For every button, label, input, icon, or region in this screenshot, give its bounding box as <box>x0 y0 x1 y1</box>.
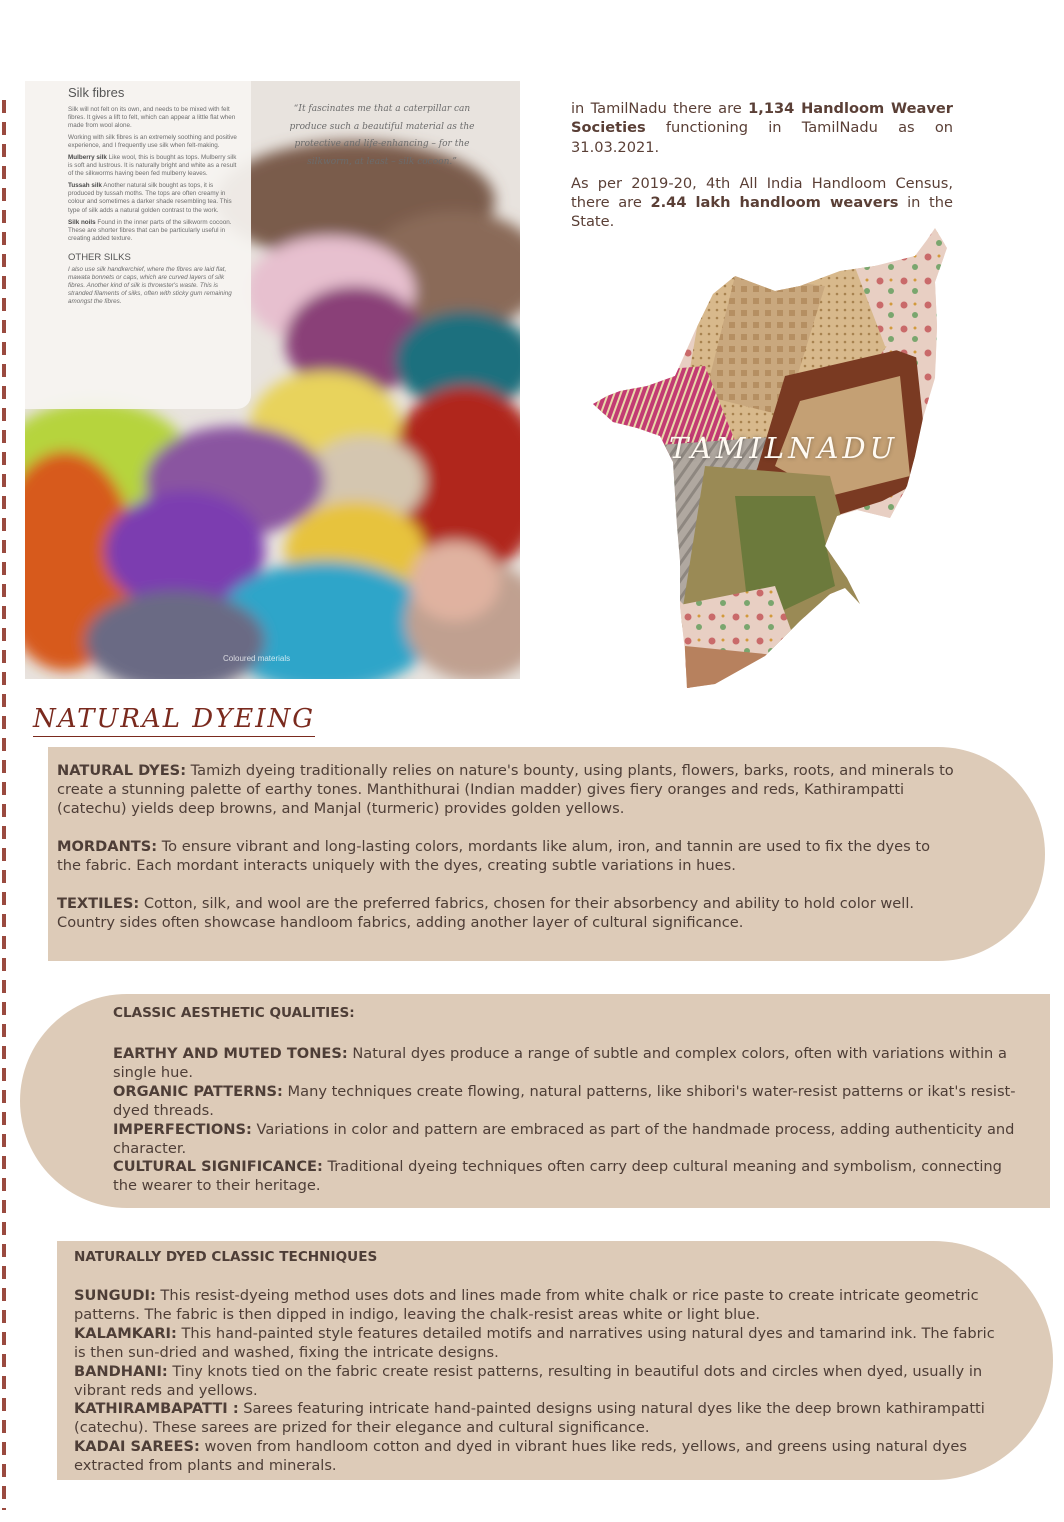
silk-intro-1: Silk will not felt on its own, and needs to be mixed with felt fibres. It gives a lift to felt, which can appear a little flat when made from wool alone. <box>68 106 236 130</box>
bandhani-term: BANDHANI: <box>74 1362 168 1380</box>
mordants-paragraph <box>57 838 955 876</box>
societies-stat-bold: 1,134 Handloom Weaver Societies <box>571 100 953 137</box>
tussah-text: Another natural silk bought as tops, it is produced by tussah moths. The tops are often creamy in colour and sometimes a darker shade resembling tea. This type of silk adds a natural golden contrast to the work. <box>68 182 232 214</box>
natural-dyes-term: NATURAL DYES: <box>57 762 187 779</box>
weavers-stat <box>571 174 953 232</box>
cultural-text: Traditional dyeing techniques often carry deep cultural meaning and symbolism, connecting the wearer to their heritage. <box>113 1158 1002 1195</box>
kadai-sarees-paragraph <box>74 1438 1003 1476</box>
tussah-term: Tussah silk <box>68 182 102 190</box>
bandhani-text: Tiny knots tied on the fabric create resist patterns, resulting in beautiful dots and circles when dyed, usually in vibrant reds and yellows. <box>74 1362 983 1399</box>
sungudi-term: SUNGUDI: <box>74 1286 156 1304</box>
natural-dyeing-heading: NATURAL DYEING <box>33 704 315 737</box>
mordants-term: MORDANTS: <box>57 837 158 855</box>
other-silks-text: I also use silk handkerchief, where the fibres are laid flat, mawata bonnets or caps, which are curved layers of silk fibres. Another kind of silk is throwster's waste. This is stranded filaments of silks, often with sticky gum remaining amongst the fibres. <box>68 265 232 305</box>
silk-credit: Coloured materials <box>223 654 291 663</box>
imperfections-term: IMPERFECTIONS: <box>113 1120 252 1138</box>
kadai-sarees-text: woven from handloom cotton and dyed in vibrant hues like reds, yellows, and greens using natural dyes extracted from plants and minerals. <box>74 1438 967 1475</box>
kathirambapatti-paragraph <box>74 1400 1003 1438</box>
imperfections-paragraph <box>113 1121 1020 1159</box>
weavers-stat-bold: 2.44 lakh handloom weavers <box>650 194 899 211</box>
noils-paragraph <box>68 219 241 243</box>
techniques-panel <box>57 1241 1053 1480</box>
societies-stat-pre: in TamilNadu there are <box>571 100 749 117</box>
kalamkari-term: KALAMKARI: <box>74 1324 177 1342</box>
earthy-paragraph <box>113 1045 1020 1083</box>
aesthetic-qualities-panel <box>20 994 1050 1208</box>
silk-fibres-title: Silk fibres <box>68 85 125 100</box>
earthy-text: Natural dyes produce a range of subtle and complex colors, often with variations within a single hue. <box>113 1044 1007 1081</box>
tussah-paragraph <box>68 182 241 214</box>
silk-quote: “It fascinates me that a caterpillar can produce such a beautiful material as the protective and life-enhancing – for the silkworm, at least – silk cocoon.” <box>289 104 475 167</box>
noils-text: Found in the inner parts of the silkworm cocoon. These are shorter fibres that can be particularly useful in creating added texture. <box>68 218 232 242</box>
techniques-heading: NATURALLY DYED CLASSIC TECHNIQUES <box>74 1249 378 1265</box>
natural-dyes-panel <box>48 747 1045 961</box>
earthy-term: EARTHY AND MUTED TONES: <box>113 1044 348 1062</box>
mulberry-term: Mulberry silk <box>68 154 107 162</box>
imperfections-text: Variations in color and pattern are embraced as part of the handmade process, adding authenticity and character. <box>113 1120 1015 1157</box>
natural-dyes-paragraph <box>57 762 955 819</box>
organic-paragraph <box>113 1083 1020 1121</box>
kathirambapatti-term: KATHIRAMBAPATTI : <box>74 1400 239 1418</box>
textiles-text: Cotton, silk, and wool are the preferred fabrics, chosen for their absorbency and ability to hold color well. Country sides often showcase handloom fabrics, adding another layer of cultural significance. <box>57 894 915 931</box>
weavers-stat-post: in the State. <box>571 194 953 231</box>
left-dashed-border <box>2 100 6 1510</box>
textiles-paragraph <box>57 895 955 933</box>
bandhani-paragraph <box>74 1363 1003 1401</box>
textiles-term: TEXTILES: <box>57 894 140 912</box>
mulberry-text: Like wool, this is bought as tops. Mulberry silk is soft and lustrous. It is naturally bright and white as a result of the silkworms having been fed mulberry leaves. <box>68 154 237 178</box>
kadai-sarees-term: KADAI SAREES: <box>74 1438 200 1456</box>
organic-term: ORGANIC PATTERNS: <box>113 1082 283 1100</box>
mordants-text: To ensure vibrant and long-lasting colors, mordants like alum, iron, and tannin are used to fix the dyes to the fabric. Each mordant interacts uniquely with the dyes, creating subtle variations in hues. <box>57 837 931 874</box>
silk-fibres-text-card <box>25 81 251 409</box>
cultural-term: CULTURAL SIGNIFICANCE: <box>113 1158 323 1176</box>
kathirambapatti-text: Sarees featuring intricate hand-painted designs using natural dyes like the deep brown kathirampatti (catechu). These sarees are prized for their elegance and cultural significance. <box>74 1400 985 1437</box>
silk-intro-2: Working with silk fibres is an extremely soothing and positive experience, and I frequently use silk when felt-making. <box>68 134 237 150</box>
societies-stat <box>571 99 953 157</box>
noils-term: Silk noils <box>68 218 96 226</box>
kalamkari-paragraph <box>74 1325 1003 1363</box>
sungudi-paragraph <box>74 1287 1003 1325</box>
handloom-stats <box>571 99 953 232</box>
sungudi-text: This resist-dyeing method uses dots and lines made from white chalk or rice paste to create intricate geometric patterns. The fabric is then dipped in indigo, leaving the chalk-resist areas white or light blue. <box>74 1286 979 1323</box>
silk-fibres-image <box>25 81 520 679</box>
kalamkari-text: This hand-painted style features detailed motifs and narratives using natural dyes and tamarind ink. The fabric is then sun-dried and washed, fixing the intricate designs. <box>74 1324 995 1361</box>
organic-text: Many techniques create flowing, natural patterns, like shibori's water-resist patterns or ikat's resist-dyed threads. <box>113 1082 1016 1119</box>
societies-stat-post: functioning in TamilNadu as on 31.03.2021. <box>571 119 953 156</box>
natural-dyes-text: Tamizh dyeing traditionally relies on nature's bounty, using plants, flowers, barks, roots, and minerals to create a stunning palette of earthy tones. Manthithurai (Indian madder) gives fiery oranges and reds, Kathirampatti (catechu) yields deep browns, and Manjal (turmeric) provides golden yellows. <box>57 762 954 817</box>
mulberry-paragraph <box>68 154 241 178</box>
cultural-paragraph <box>113 1158 1020 1196</box>
other-silks-heading: OTHER SILKS <box>68 251 131 263</box>
map-label: TAMILNADU <box>669 431 899 465</box>
weavers-stat-pre: As per 2019-20, 4th All India Handloom Census, there are <box>571 174 953 211</box>
aesthetic-heading: CLASSIC AESTHETIC QUALITIES: <box>113 1005 355 1021</box>
